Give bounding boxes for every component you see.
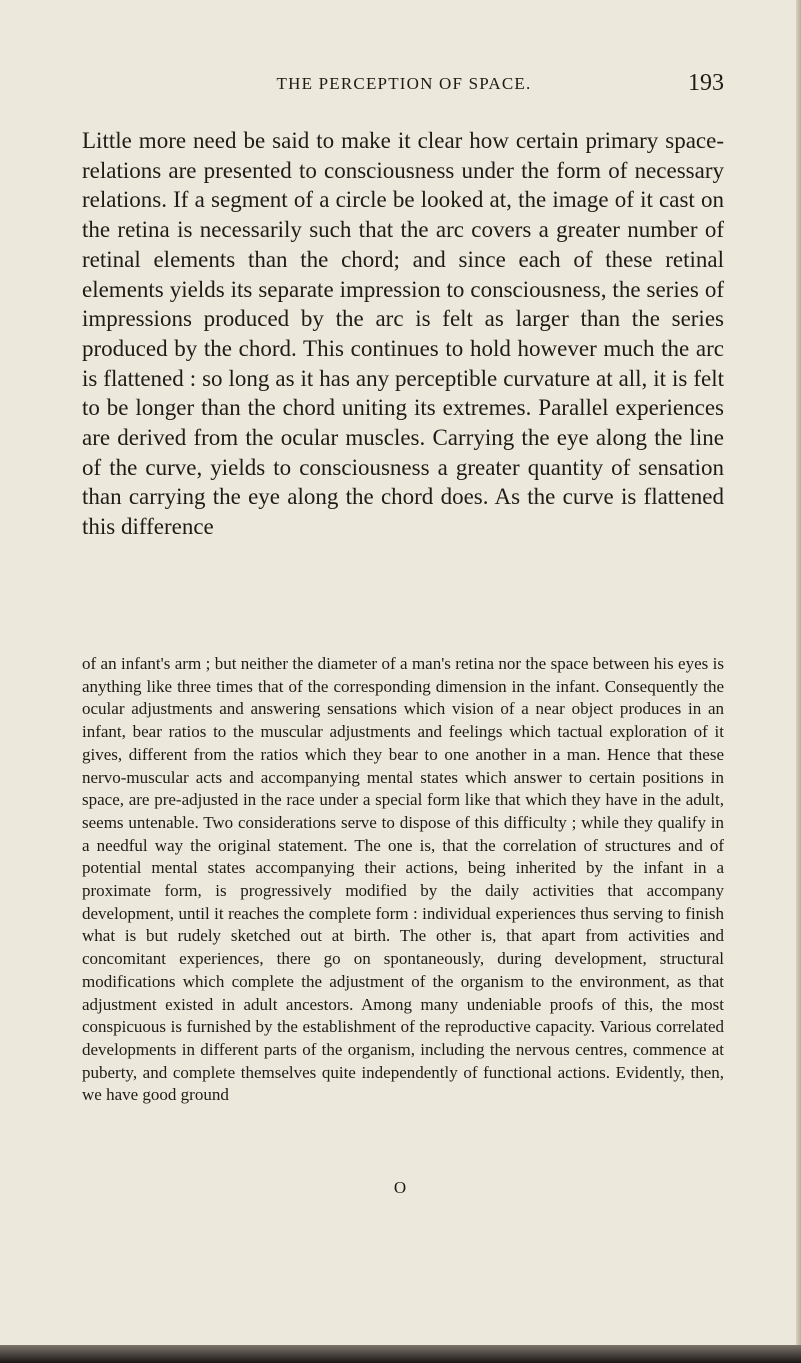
- page-number: 193: [688, 70, 724, 96]
- page-header: [84, 70, 724, 102]
- main-paragraph: Little more need be said to make it clear how certain primary space-relations are presented to consciousness under the form of necessary relations. If a segment of a circle be looked at, the image of it cast on the retina is necessarily such that the arc covers a greater number of retinal elements than the chord; and since each of these retinal elements yields its separate impression to consciousness, the series of impressions produced by the arc is felt as larger than the series produced by the chord. This continues to hold however much the arc is flattened : so long as it has any perceptible curvature at all, it is felt to be longer than the chord uniting its extremes. Parallel experiences are derived from the ocular muscles. Carrying the eye along the line of the curve, yields to consciousness a greater quantity of sensation than carrying the eye along the chord does. As the curve is flattened this difference: [82, 128, 724, 540]
- main-text: [82, 126, 724, 542]
- footnote-text: [82, 653, 724, 1107]
- bottom-scan-shadow: [0, 1345, 801, 1363]
- footnote-paragraph: of an infant's arm ; but neither the diameter of a man's retina nor the space between his eyes is anything like three times that of the corresponding dimension in the infant. Consequently the ocular adjustments and answering sensations which vision of a near object produces in an infant, bear ratios to the muscular adjustments and feelings which tactual exploration of it gives, different from the ratios which they bear to one another in a man. Hence that these nervo-muscular acts and accompanying mental states which answer to certain positions in space, are pre-adjusted in the race under a special form like that which they have in the adult, seems untenable. Two considerations serve to dispose of this difficulty ; while they qualify in a needful way the original statement. The one is, that the correlation of structures and of potential mental states accompanying their actions, being inherited by the infant in a proximate form, is progressively modified by the daily activities that accompany development, until it reaches the complete form : individual experiences thus serving to finish what is but rudely sketched out at birth. The other is, that apart from activities and concomitant experiences, there go on spontaneously, during development, structural modifications which complete the adjustment of the organism to the environment, as that adjustment existed in adult ancestors. Among many undeniable proofs of this, the most conspicuous is furnished by the establishment of the reproductive capacity. Various correlated developments in different parts of the organism, including the nervous centres, commence at puberty, and complete themselves quite independently of functional actions. Evidently, then, we have good ground: [82, 654, 724, 1105]
- running-head: THE PERCEPTION OF SPACE.: [276, 74, 532, 93]
- page-edge-shadow: [796, 0, 801, 1363]
- signature-mark: O: [393, 1178, 407, 1197]
